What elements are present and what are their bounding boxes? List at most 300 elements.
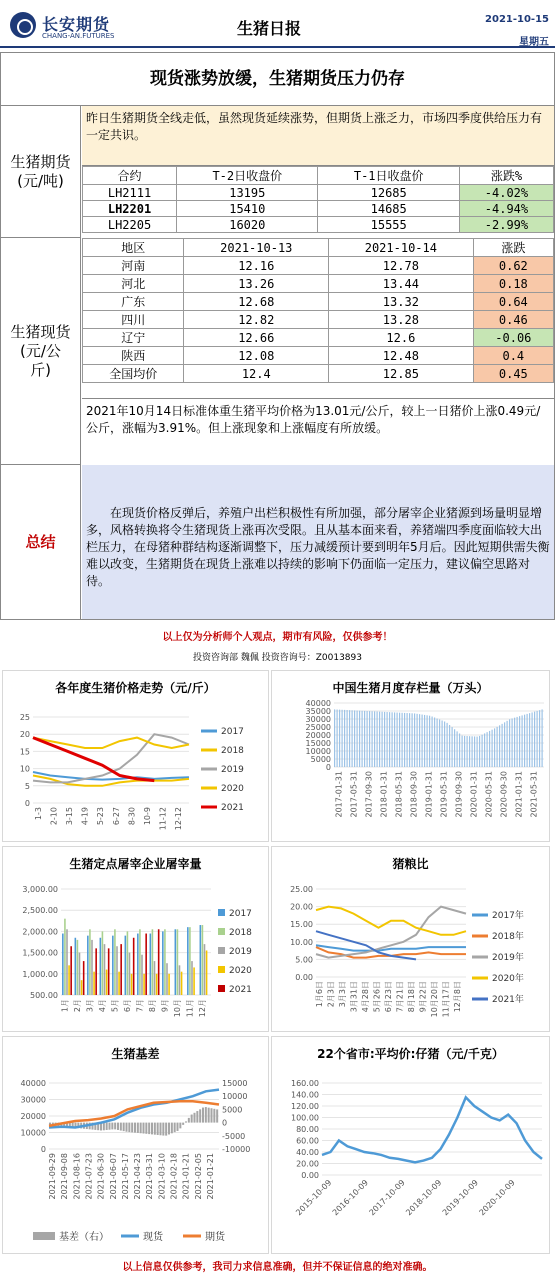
basis-bar [154,1123,156,1135]
x-tick-label: 2021-01-21 [205,1153,215,1200]
x-tick-label: 2021-02-18 [169,1153,179,1200]
slaughter-bar [91,940,93,995]
slaughter-bar [81,980,83,995]
y-tick-label: 2,500.00 [22,906,58,916]
inventory-bar [452,727,453,767]
basis-bar [120,1123,122,1131]
series-line [33,772,189,780]
inventory-bar [422,715,423,767]
y-tick-label: 160.00 [291,1079,319,1088]
inventory-bar [507,721,508,767]
x-tick-label: 2-10 [49,807,59,826]
price-cell: 12.85 [329,365,474,383]
inventory-bar [444,722,445,767]
x-tick-label: 2016-10-09 [330,1178,371,1218]
legend-label: 2020 [221,784,244,794]
y-tick-label: 20.00 [290,902,313,912]
y-tick-label: 0 [325,763,331,772]
basis-bar [157,1123,159,1135]
report-date: 2021-10-15 [485,14,549,25]
basis-bar [174,1123,176,1133]
y-tick-label: 100.00 [291,1113,319,1123]
basis-bar [145,1123,147,1134]
inventory-bar [494,728,495,767]
x-tick-label: 4-19 [80,807,90,826]
inventory-bar [449,725,450,767]
header-cell: 合约 [83,167,177,185]
header-cell: T-2日收盘价 [177,167,318,185]
price-cell: 13.26 [184,275,329,293]
x-tick-label: 10月 [172,999,182,1018]
chart-basis [2,1036,269,1254]
x-tick-label: 6月23日 [384,981,393,1013]
table-row [83,201,554,217]
price-cell: 13.28 [329,311,474,329]
slaughter-bar [133,938,135,995]
chart-title: 各年度生猪价格走势（元/斤） [55,681,216,695]
change-cell: -2.99% [459,217,553,233]
x-tick-label: 2018-01-31 [379,771,389,818]
x-tick-label: 4月 [97,999,107,1013]
inventory-bar [457,731,458,767]
y-tick-label: 1,000.00 [22,969,58,979]
basis-bar [131,1123,133,1133]
inventory-bar [489,731,490,767]
x-tick-label: 2021-03-31 [145,1153,155,1200]
inventory-bar [502,724,503,767]
y-tick-label: 40000 [305,699,331,708]
price-cell: 12.4 [184,365,329,383]
y-tick-label: 15.00 [290,920,313,930]
change-cell: -4.02% [459,185,553,201]
x-tick-label: 5月26日 [372,981,382,1013]
y-tick-label: 40000 [20,1079,46,1088]
y-tick-label: 120.00 [291,1102,319,1111]
inventory-bar [372,711,373,767]
y-tick-label: 0.00 [301,1171,319,1180]
legend-label: 2017 [221,727,244,737]
chart-slaughter-volume [2,846,269,1032]
series-line [33,738,154,781]
x-tick-label: 3月31日 [349,981,359,1013]
legend-label: 2020年 [492,974,524,984]
slaughter-bar [202,925,204,995]
inventory-bar [497,727,498,767]
x-tick-label: 12-12 [174,807,184,831]
spot-unit-end: 斤) [30,360,51,379]
x-tick-label: 3月 [85,999,95,1013]
change-cell: 0.64 [473,293,553,311]
x-tick-label: 1-3 [33,807,43,821]
inventory-bar [492,730,493,767]
slaughter-bar [131,974,133,995]
x-tick-label: 9月 [160,999,170,1013]
x-tick-label: 2019-05-31 [439,771,449,818]
basis-bar [140,1123,142,1134]
legend-label: 2017年 [492,911,524,921]
legend-label: 2019 [221,765,244,775]
slaughter-bar [83,961,85,995]
x-tick-label: 2018-10-09 [404,1178,444,1218]
inventory-bar [434,717,435,767]
basis-bar [188,1118,190,1123]
inventory-bar [479,736,480,767]
x-tick-label: 11月 [185,999,195,1018]
inventory-bar [424,715,425,767]
futures-section-label [1,106,81,238]
y-tick-label: 5 [24,781,30,791]
slaughter-bar [175,929,177,995]
x-tick-label: 6月 [122,999,132,1013]
inventory-bar [379,712,380,767]
y-tick-label: 10000 [305,747,331,756]
basis-bar [179,1123,181,1129]
slaughter-bar [150,934,152,995]
slaughter-bar [108,948,110,995]
x-tick-label: 10-9 [143,807,152,826]
inventory-bar [467,736,468,767]
y-tick-label: 40.00 [296,1148,319,1157]
x-tick-label: 9月22日 [418,981,428,1013]
slaughter-bar [200,925,202,995]
legend-label: 2021 [221,803,244,813]
x-tick-label: 2021-05-17 [120,1153,130,1200]
y-tick-label: 10000 [20,1128,46,1138]
basis-bar [103,1123,105,1131]
inventory-bar [382,712,383,767]
basis-bar [185,1121,187,1122]
inventory-bar [347,710,348,767]
inventory-bar [357,711,358,767]
change-cell: 0.18 [473,275,553,293]
region-cell: 广东 [83,293,184,311]
report-header [0,0,555,48]
change-cell: 0.46 [473,311,553,329]
basis-bar [177,1123,179,1131]
price-cell: 12.82 [184,311,329,329]
y2-tick-label: 10000 [222,1092,248,1102]
inventory-bar [529,713,530,767]
y-tick-label: 25 [19,713,30,722]
x-tick-label: 11月17日 [441,981,451,1018]
table-row [83,217,554,233]
series-line [322,1097,542,1162]
basis-bar [128,1123,130,1132]
contract-cell: LH2201 [83,201,177,217]
slaughter-bar [154,961,156,995]
basis-bar [151,1123,153,1135]
basis-bar [111,1123,113,1130]
x-tick-label: 2021-01-31 [514,771,524,818]
price-cell: 12.08 [184,347,329,365]
table-row [83,185,554,201]
inventory-bar [419,714,420,767]
futures-header-row [83,167,554,185]
price-cell: 12685 [318,185,459,201]
basis-bar [137,1123,139,1133]
basis-bar [213,1109,215,1123]
inventory-bar [362,711,363,767]
slaughter-bar [187,927,189,995]
chart-price-by-year [2,670,269,842]
y-tick-label: 60.00 [296,1136,319,1146]
chart-title: 22个省市:平均价:仔猪（元/千克） [317,1047,504,1061]
inventory-bar [539,710,540,767]
change-cell: 0.4 [473,347,553,365]
inventory-bar [354,710,355,767]
x-tick-label: 12月8日 [453,981,463,1013]
basis-bar [162,1123,164,1136]
x-tick-label: 5-23 [96,807,106,826]
x-tick-label: 7月 [135,999,145,1013]
x-tick-label: 2021-06-07 [108,1153,118,1200]
logo-english: CHANG-AN.FUTURES [42,32,115,40]
table-row [83,347,554,365]
slaughter-bar [141,955,143,995]
slaughter-bar [79,953,81,995]
inventory-bar [519,716,520,767]
y-tick-label: 15 [19,747,30,757]
legend-swatch [218,947,225,954]
x-tick-label: 2021-05-31 [529,771,539,818]
basis-bar [202,1108,204,1123]
x-tick-label: 2月3日 [326,981,336,1008]
slaughter-bar [120,944,122,995]
x-tick-label: 2017-10-09 [367,1178,407,1218]
table-row [83,311,554,329]
price-cell: 13.44 [329,275,474,293]
x-tick-label: 8月 [147,999,157,1013]
inventory-bar [369,711,370,767]
inventory-bar [439,720,440,767]
y-tick-label: 5000 [310,755,331,764]
legend-label: 2018 [229,928,252,938]
x-tick-label: 1月6日 [314,981,324,1008]
inventory-bar [469,736,470,767]
price-cell: 12.66 [184,329,329,347]
spot-header-row [83,239,554,257]
basis-bar [196,1111,198,1123]
inventory-bar [374,711,375,767]
y-tick-label: 5.00 [295,955,313,965]
contract-cell: LH2111 [83,185,177,201]
summary-label: 总结 [1,465,81,619]
inventory-bar [337,710,338,767]
slaughter-bar [93,972,95,995]
table-row [83,329,554,347]
report-title: 生猪日报 [237,19,302,38]
inventory-bar [414,713,415,767]
slaughter-bar [112,936,114,995]
slaughter-bar [152,929,154,995]
basis-bar [123,1123,125,1132]
y-tick-label: 0 [24,799,30,808]
x-tick-label: 2021-01-21 [181,1153,191,1200]
header-cell: 涨跌% [459,167,553,185]
inventory-bar [334,709,335,767]
change-cell: 0.62 [473,257,553,275]
y-tick-label: 0.00 [295,973,313,982]
inventory-bar [402,713,403,767]
x-tick-label: 3月3日 [337,981,347,1008]
y2-tick-label: -10000 [222,1145,251,1154]
slaughter-bar [181,972,183,995]
inventory-bar [407,713,408,767]
inventory-bar [394,712,395,767]
y-tick-label: 10.00 [290,937,313,947]
slaughter-bar [143,974,145,995]
price-cell: 15555 [318,217,459,233]
x-tick-label: 2月 [72,999,82,1013]
inventory-bar [399,713,400,767]
x-tick-label: 2020-05-31 [484,771,494,818]
x-tick-label: 2018-05-31 [394,771,404,818]
slaughter-bar [129,953,131,995]
x-tick-label: 6-27 [111,807,121,826]
slaughter-bar [68,965,70,995]
x-tick-label: 2021-04-23 [133,1153,143,1200]
inventory-bar [512,718,513,767]
price-cell: 12.48 [329,347,474,365]
y-tick-label: 500.00 [30,991,58,1000]
chart-title: 生猪基差 [111,1047,160,1061]
x-tick-label: 2019-10-09 [440,1178,481,1218]
y-tick-label: 20000 [305,731,331,740]
inventory-bar [459,734,460,767]
inventory-bar [484,733,485,767]
legend-label: 2017 [229,909,252,919]
region-cell: 辽宁 [83,329,184,347]
slaughter-bar [106,970,108,995]
chart-title: 猪粮比 [392,857,429,871]
price-cell: 12.78 [329,257,474,275]
header-cell: 涨跌 [473,239,553,257]
y-tick-label: 0 [40,1145,46,1154]
x-tick-label: 3-15 [65,807,74,826]
inventory-bar [472,736,473,767]
y2-tick-label: 15000 [222,1079,248,1088]
inventory-bar [524,715,525,767]
slaughter-bar [193,967,195,995]
inventory-bar [537,711,538,767]
inventory-bar [352,710,353,767]
slaughter-bar [75,938,77,995]
y-tick-label: 1,500.00 [22,948,58,958]
inventory-bar [409,713,410,767]
y2-tick-label: 5000 [222,1105,243,1115]
slaughter-bar [100,938,102,995]
x-tick-label: 2021-06-30 [96,1153,106,1200]
basis-bar [182,1123,184,1125]
slaughter-bar [62,934,64,995]
x-tick-label: 2017-05-31 [349,771,359,818]
inventory-bar [392,712,393,767]
x-tick-label: 2020-10-09 [477,1178,517,1218]
inventory-bar [532,712,533,767]
x-tick-label: 2020-01-31 [469,771,479,818]
slaughter-bar [89,929,91,995]
inventory-bar [474,736,475,767]
region-cell: 河南 [83,257,184,275]
inventory-bar [342,710,343,767]
y-tick-label: 10 [19,764,30,774]
legend-swatch [33,1232,55,1240]
slaughter-bar [118,972,120,995]
y2-tick-label: 0 [222,1118,228,1128]
spot-section-label [1,238,81,465]
slaughter-bar [145,934,147,995]
chart-hog-grain-ratio [271,846,550,1032]
x-tick-label: 2018-09-30 [409,771,419,818]
basis-bar [211,1108,213,1122]
footer-disclaimer: 以上信息仅供参考，我司力求信息准确，但并不保证信息的绝对准确。 [122,1262,433,1273]
slaughter-bar [95,948,97,995]
inventory-bar [417,714,418,767]
price-cell: 13195 [177,185,318,201]
slaughter-bar [127,931,129,995]
basis-bar [117,1123,119,1130]
price-cell: 12.16 [184,257,329,275]
x-tick-label: 2020-09-30 [499,771,509,818]
inventory-bar [504,722,505,767]
slaughter-bar [70,946,72,995]
headline-banner: 现货涨势放缓，生猪期货压力仍存 [1,53,554,106]
basis-bar [165,1123,167,1136]
slaughter-bar [168,974,170,995]
basis-bar [194,1113,196,1123]
slaughter-bar [158,929,160,995]
header-cell: 地区 [83,239,184,257]
y-tick-label: 30000 [305,715,331,724]
y-tick-label: 2,000.00 [22,927,58,937]
basis-bar [216,1109,218,1122]
basis-bar [191,1115,193,1123]
slaughter-bar [116,946,118,995]
slaughter-bar [114,929,116,995]
x-tick-label: 2017-09-30 [364,771,374,818]
y-tick-label: 80.00 [296,1125,319,1134]
inventory-bar [429,716,430,767]
x-tick-label: 2019-09-30 [454,771,464,818]
price-cell: 12.68 [184,293,329,311]
y-tick-label: 20000 [20,1112,46,1121]
y-tick-label: 35000 [305,707,331,716]
y-tick-label: 25000 [305,723,331,732]
x-tick-label: 4月28日 [360,981,370,1013]
basis-bar [114,1123,116,1130]
slaughter-bar [204,944,206,995]
inventory-bar [412,713,413,767]
slaughter-bar [189,927,191,995]
inventory-bar [522,715,523,767]
legend-label: 2021 [229,985,252,995]
spot-table [82,238,554,383]
inventory-bar [387,712,388,767]
slaughter-bar [66,929,68,995]
basis-bar [199,1109,201,1122]
slaughter-bar [64,919,66,995]
inventory-bar [389,712,390,767]
table-row [83,275,554,293]
legend-label: 2019 [229,947,252,957]
x-tick-label: 8月18日 [407,981,417,1013]
region-cell: 陕西 [83,347,184,365]
inventory-bar [514,718,515,767]
inventory-bar [397,713,398,767]
inventory-bar [477,737,478,767]
inventory-bar [384,712,385,767]
spot-label: 生猪现货 [10,322,71,341]
